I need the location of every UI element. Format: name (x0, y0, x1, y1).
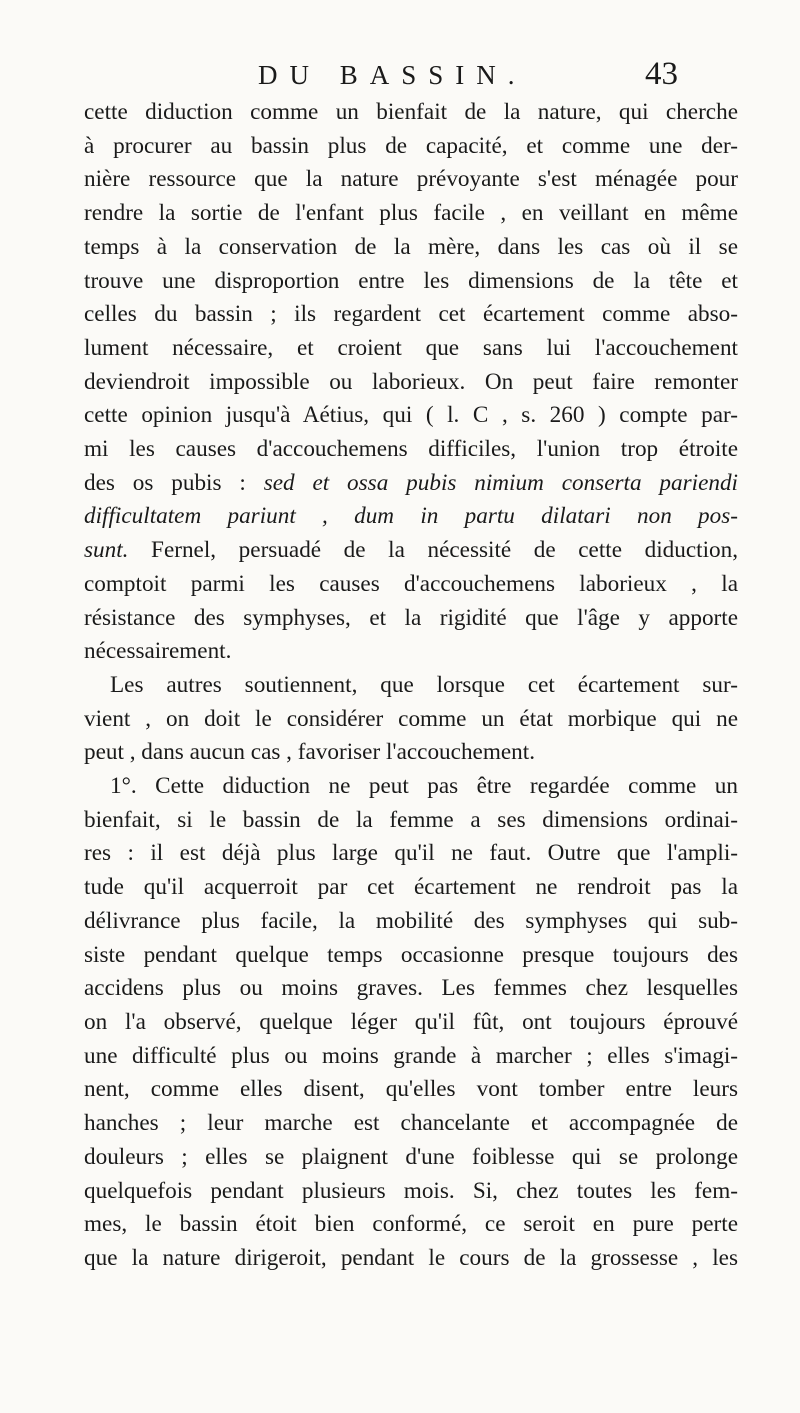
text-line: hanches ; leur marche est chancelante et accompagnée de (84, 1110, 738, 1137)
text-line: douleurs ; elles se plaignent d'une foiblesse qui se prolonge (84, 1143, 738, 1170)
text-line: cette diduction comme un bienfait de la nature, qui cherche (84, 99, 738, 125)
running-head: DU BASSIN. (258, 60, 527, 90)
text-line (84, 534, 738, 568)
latin-quote: sed et ossa pubis nimium conserta pariendi (263, 469, 738, 496)
text-line: deviendroit impossible ou laborieux. On peut faire remonter (84, 368, 738, 395)
text-line: vient , on doit le considérer comme un état morbique qui ne (84, 705, 738, 732)
text-line: siste pendant quelque temps occasionne presque toujours des (84, 941, 738, 968)
text-segment: Fernel, persuadé de la nécessité de cette diduction, (128, 537, 738, 564)
text-line: peut , dans aucun cas , favoriser l'accouchement. (84, 739, 535, 766)
text-line: bienfait, si le bassin de la femme a ses dimensions ordinai- (84, 806, 738, 833)
latin-quote: difficultatem pariunt , dum in partu dilatari non pos- (84, 503, 738, 530)
text-line: trouve une disproportion entre les dimensions de la tête et (84, 267, 738, 294)
text-line: mi les causes d'accouchemens difficiles, l'union trop étroite (84, 436, 738, 463)
text-line: temps à la conservation de la mère, dans les cas où il se (84, 233, 738, 260)
text-line: lument nécessaire, et croient que sans lui l'accouchement (84, 334, 738, 361)
text-line: cette opinion jusqu'à Aétius, qui ( l. C , s. 260 ) compte par- (84, 402, 738, 429)
page-number: 43 (645, 56, 678, 92)
text-line: délivrance plus facile, la mobilité des symphyses qui sub- (84, 907, 738, 934)
text-line: res : il est déjà plus large qu'il ne faut. Outre que l'ampli- (84, 840, 738, 867)
text-line: résistance des symphyses, et la rigidité que l'âge y apporte (84, 604, 738, 631)
text-line: Les autres soutiennent, que lorsque cet écartement sur- (110, 671, 738, 698)
text-line: on l'a observé, quelque léger qu'il fût, ont toujours éprouvé (84, 1008, 738, 1035)
latin-quote: sunt. (84, 537, 129, 564)
text-line: tude qu'il acquerroit par cet écartement ne rendroit pas la (84, 874, 738, 901)
text-line: celles du bassin ; ils regardent cet écartement comme abso- (84, 301, 738, 328)
text-line: nécessairement. (84, 638, 232, 665)
text-line: nent, comme elles disent, qu'elles vont tomber entre leurs (84, 1076, 738, 1103)
body-text (84, 96, 738, 1276)
text-line (84, 467, 738, 501)
text-line: nière ressource que la nature prévoyante s'est ménagée pour (84, 166, 738, 193)
text-line: mes, le bassin étoit bien conformé, ce seroit en pure perte (84, 1211, 738, 1238)
text-line: quelquefois pendant plusieurs mois. Si, chez toutes les fem- (84, 1177, 738, 1204)
text-segment: des os pubis : (84, 469, 264, 496)
text-line: que la nature dirigeroit, pendant le cours de la grossesse , les (84, 1244, 738, 1271)
text-line: à procurer au bassin plus de capacité, et comme une der- (84, 132, 738, 159)
text-line: accidens plus ou moins graves. Les femmes chez lesquelles (84, 975, 738, 1002)
text-line: 1°. Cette diduction ne peut pas être regardée comme un (110, 773, 738, 800)
page-header (0, 50, 800, 100)
text-line (84, 500, 738, 534)
text-line: comptoit parmi les causes d'accouchemens laborieux , la (84, 570, 738, 597)
text-line: une difficulté plus ou moins grande à marcher ; elles s'imagi- (84, 1042, 738, 1069)
text-line: rendre la sortie de l'enfant plus facile , en veillant en même (84, 200, 738, 227)
